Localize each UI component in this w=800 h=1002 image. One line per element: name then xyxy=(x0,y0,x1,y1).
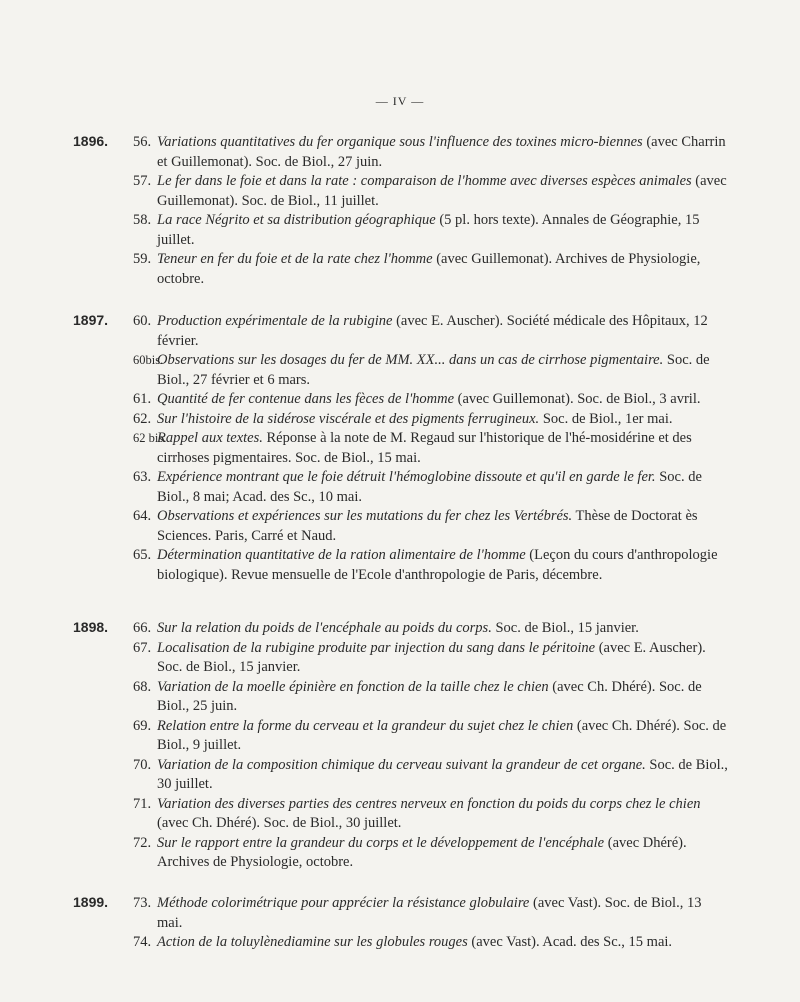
entry-number: 70. xyxy=(133,756,152,773)
entry-title: Variation des diverses parties des centres nerveux en fonction du poids du corps chez le chien xyxy=(157,795,701,812)
entry-number: 65. xyxy=(133,547,152,563)
entry-title: Variation de la composition chimique du cerveau suivant la grandeur de cet organe. xyxy=(157,756,646,773)
entry-details: (avec Ch. Dhéré). Soc. de Biol., 30 juillet. xyxy=(157,815,402,831)
year-section-1898 xyxy=(0,619,800,873)
entry-details: (avec Guillemonat). Soc. de Biol., 11 juillet. xyxy=(157,173,727,209)
entry-details: (avec E. Auscher). Société médicale des Hôpitaux, 12 février. xyxy=(157,313,708,349)
entry-details: Soc. de Biol., 1er mai. xyxy=(539,410,673,427)
entry-number: 61. xyxy=(133,391,152,407)
entry-title: Observations et expériences sur les mutations du fer chez les Vertébrés. xyxy=(157,508,573,524)
entry-title: Localisation de la rubigine produite par injection du sang dans le péritoine xyxy=(157,639,596,656)
bibliography-entry xyxy=(0,172,800,211)
entry-details: (avec E. Auscher). Soc. de Biol., 15 janvier. xyxy=(157,639,706,675)
entry-details: (avec Vast). Acad. des Sc., 15 mai. xyxy=(467,934,673,950)
entry-number: 69. xyxy=(133,717,152,734)
year-label: 1896. xyxy=(73,133,109,149)
entry-details: (avec Guillemonat). Archives de Physiologie, octobre. xyxy=(157,251,701,287)
entry-number: 67. xyxy=(133,639,152,656)
entry-number: 60. xyxy=(133,313,152,329)
bibliography-entry xyxy=(0,546,800,585)
entry-title: Méthode colorimétrique pour apprécier la résistance globulaire xyxy=(157,895,530,911)
entry-number: 60bis. xyxy=(133,353,164,367)
bibliography-entry xyxy=(0,211,800,250)
entry-details: Soc. de Biol., 15 janvier. xyxy=(491,620,639,636)
entry-details: (avec Ch. Dhéré). Soc. de Biol., 25 juin. xyxy=(157,678,702,714)
bibliography-entry xyxy=(0,390,800,410)
entry-number: 57. xyxy=(133,173,152,189)
bibliography-entry xyxy=(0,507,800,546)
year-label: 1899. xyxy=(73,894,109,910)
bibliography-entry xyxy=(0,351,800,390)
year-section-1899 xyxy=(0,894,800,953)
bibliography-entry xyxy=(0,933,800,953)
entry-title: Expérience montrant que le foie détruit l'hémoglobine dissoute et qu'il en garde le fer. xyxy=(157,469,656,485)
bibliography-entry xyxy=(0,717,800,756)
bibliography-entry xyxy=(0,410,800,430)
entry-title: Production expérimentale de la rubigine xyxy=(157,313,393,329)
entry-number: 71. xyxy=(133,795,152,812)
entry-number: 62. xyxy=(133,410,152,427)
entry-number: 56. xyxy=(133,134,152,150)
entry-number: 68. xyxy=(133,678,152,695)
entry-details: (Leçon du cours d'anthropologie biologique). Revue mensuelle de l'Ecole d'anthropologie de Paris, décembre. xyxy=(157,547,718,583)
bibliography-entry xyxy=(0,894,800,933)
entry-title: Quantité de fer contenue dans les fèces de l'homme xyxy=(157,391,455,407)
bibliography-entry xyxy=(0,429,800,468)
bibliography-entry xyxy=(0,468,800,507)
bibliography-entry xyxy=(0,834,800,873)
bibliography-entry xyxy=(0,250,800,289)
entry-title: Sur l'histoire de la sidérose viscérale et des pigments ferrugineux. xyxy=(157,410,540,427)
year-section-1897 xyxy=(0,312,800,585)
bibliography-entry xyxy=(0,678,800,717)
entry-details: (avec Vast). Soc. de Biol., 13 mai. xyxy=(157,895,702,931)
entry-number: 64. xyxy=(133,508,152,524)
entry-number: 74. xyxy=(133,934,152,950)
entry-title: La race Négrito et sa distribution géographique xyxy=(157,212,436,228)
entry-title: Sur la relation du poids de l'encéphale au poids du corps. xyxy=(157,620,492,636)
entry-details: Soc. de Biol., 8 mai; Acad. des Sc., 10 mai. xyxy=(157,469,702,505)
entry-title: Sur le rapport entre la grandeur du corps et le développement de l'encéphale xyxy=(157,834,605,851)
entry-title: Action de la toluylènediamine sur les globules rouges xyxy=(157,934,468,950)
entry-number: 58. xyxy=(133,212,152,228)
entry-title: Le fer dans le foie et dans la rate : comparaison de l'homme avec diverses espèces animales xyxy=(157,173,692,189)
entry-number: 59. xyxy=(133,251,152,267)
page-number: — IV — xyxy=(375,94,425,108)
entry-title: Relation entre la forme du cerveau et la grandeur du sujet chez le chien xyxy=(157,717,574,734)
bibliography-entry xyxy=(0,756,800,795)
entry-details: (avec Charrin et Guillemonat). Soc. de Biol., 27 juin. xyxy=(157,134,726,170)
entry-title: Variation de la moelle épinière en fonction de la taille chez le chien xyxy=(157,678,549,695)
entry-number: 66. xyxy=(133,620,152,636)
year-section-1896 xyxy=(0,133,800,289)
entry-details: (avec Guillemonat). Soc. de Biol., 3 avril. xyxy=(454,391,701,407)
entry-details: (5 pl. hors texte). Annales de Géographie, 15 juillet. xyxy=(157,212,700,248)
entry-number: 72. xyxy=(133,834,152,851)
entry-details: (avec Dhéré). Archives de Physiologie, octobre. xyxy=(157,834,687,870)
entry-title: Teneur en fer du foie et de la rate chez l'homme xyxy=(157,251,433,267)
bibliography-entry xyxy=(0,133,800,172)
entry-details: Soc. de Biol., 27 février et 6 mars. xyxy=(157,352,710,388)
entry-title: Rappel aux textes. xyxy=(157,430,263,446)
entry-number: 63. xyxy=(133,469,152,485)
entry-details: (avec Ch. Dhéré). Soc. de Biol., 9 juillet. xyxy=(157,717,727,753)
bibliography-entry xyxy=(0,795,800,834)
entry-title: Détermination quantitative de la ration alimentaire de l'homme xyxy=(157,547,526,563)
entry-details: Réponse à la note de M. Regaud sur l'historique de l'hé-mosidérine et des cirrhoses pigmentaires. Soc. de Biol., 15 mai. xyxy=(157,430,692,466)
year-label: 1897. xyxy=(73,312,109,328)
bibliography-entry xyxy=(0,619,800,639)
entry-title: Variations quantitatives du fer organique sous l'influence des toxines micro-biennes xyxy=(157,134,643,150)
entry-details: Soc. de Biol., 30 juillet. xyxy=(157,756,728,792)
entry-number: 62 bis. xyxy=(133,431,167,445)
entry-details: Thèse de Doctorat ès Sciences. Paris, Carré et Naud. xyxy=(157,508,698,544)
entry-title: Observations sur les dosages du fer de MM. XX... dans un cas de cirrhose pigmentaire. xyxy=(157,352,664,368)
entry-number: 73. xyxy=(133,895,152,911)
bibliography-entry xyxy=(0,312,800,351)
year-label: 1898. xyxy=(73,619,109,635)
bibliography-entry xyxy=(0,639,800,678)
